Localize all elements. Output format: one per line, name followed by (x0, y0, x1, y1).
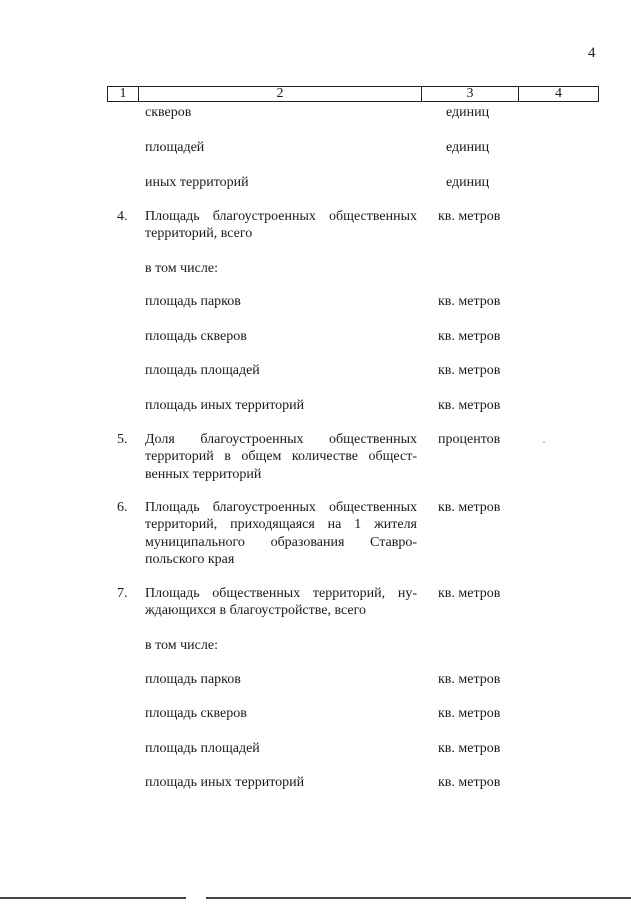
row-label: площадь иных территорий (145, 398, 305, 413)
row-unit: кв. метров (438, 209, 501, 224)
scan-speck (543, 441, 545, 443)
row-number: 6. (117, 500, 128, 515)
row-unit: кв. метров (438, 294, 501, 309)
row-unit: единиц (446, 140, 490, 155)
row-label: Доля благоустроенных общественных территорий в общем количестве общест-венных территорий (145, 432, 417, 482)
row-unit: кв. метров (438, 775, 501, 790)
row-unit: кв. метров (438, 706, 501, 721)
footer-rule (0, 897, 186, 899)
row-unit: кв. метров (438, 500, 501, 515)
row-label: площадь площадей (145, 363, 260, 378)
row-unit: единиц (446, 105, 490, 120)
table-header-row (107, 86, 599, 102)
row-unit: кв. метров (438, 329, 501, 344)
row-unit: кв. метров (438, 672, 501, 687)
row-label: площадь скверов (145, 329, 247, 344)
column-number-2: 2 (139, 87, 422, 101)
row-label: площадь парков (145, 294, 241, 309)
row-label: в том числе: (145, 261, 218, 276)
row-number: 5. (117, 432, 128, 447)
row-label: площадь иных территорий (145, 775, 305, 790)
row-label: в том числе: (145, 638, 218, 653)
row-label: площадей (145, 140, 205, 155)
column-number-3: 3 (422, 87, 519, 101)
row-label: площадь скверов (145, 706, 247, 721)
row-unit: кв. метров (438, 586, 501, 601)
row-label: площадь площадей (145, 741, 260, 756)
row-unit: кв. метров (438, 741, 501, 756)
column-number-4: 4 (555, 86, 562, 101)
row-unit: кв. метров (438, 398, 501, 413)
row-label: Площадь благоустроенных общественных территорий, всего (145, 209, 417, 242)
row-label: скверов (145, 105, 192, 120)
row-label: Площадь благоустроенных общественных территорий, приходящаяся на 1 жителя муниципального образования Ставро-польского края (145, 500, 417, 567)
column-number-1: 1 (108, 87, 139, 101)
row-label: Площадь общественных территорий, ну-ждающихся в благоустройстве, всего (145, 586, 417, 619)
row-label: площадь парков (145, 672, 241, 687)
footer-rule (206, 897, 631, 899)
row-unit: процентов (438, 432, 501, 447)
row-number: 7. (117, 586, 128, 601)
row-unit: кв. метров (438, 363, 501, 378)
row-label: иных территорий (145, 175, 249, 190)
row-unit: единиц (446, 175, 490, 190)
row-number: 4. (117, 209, 128, 224)
page-number: 4 (588, 45, 596, 61)
